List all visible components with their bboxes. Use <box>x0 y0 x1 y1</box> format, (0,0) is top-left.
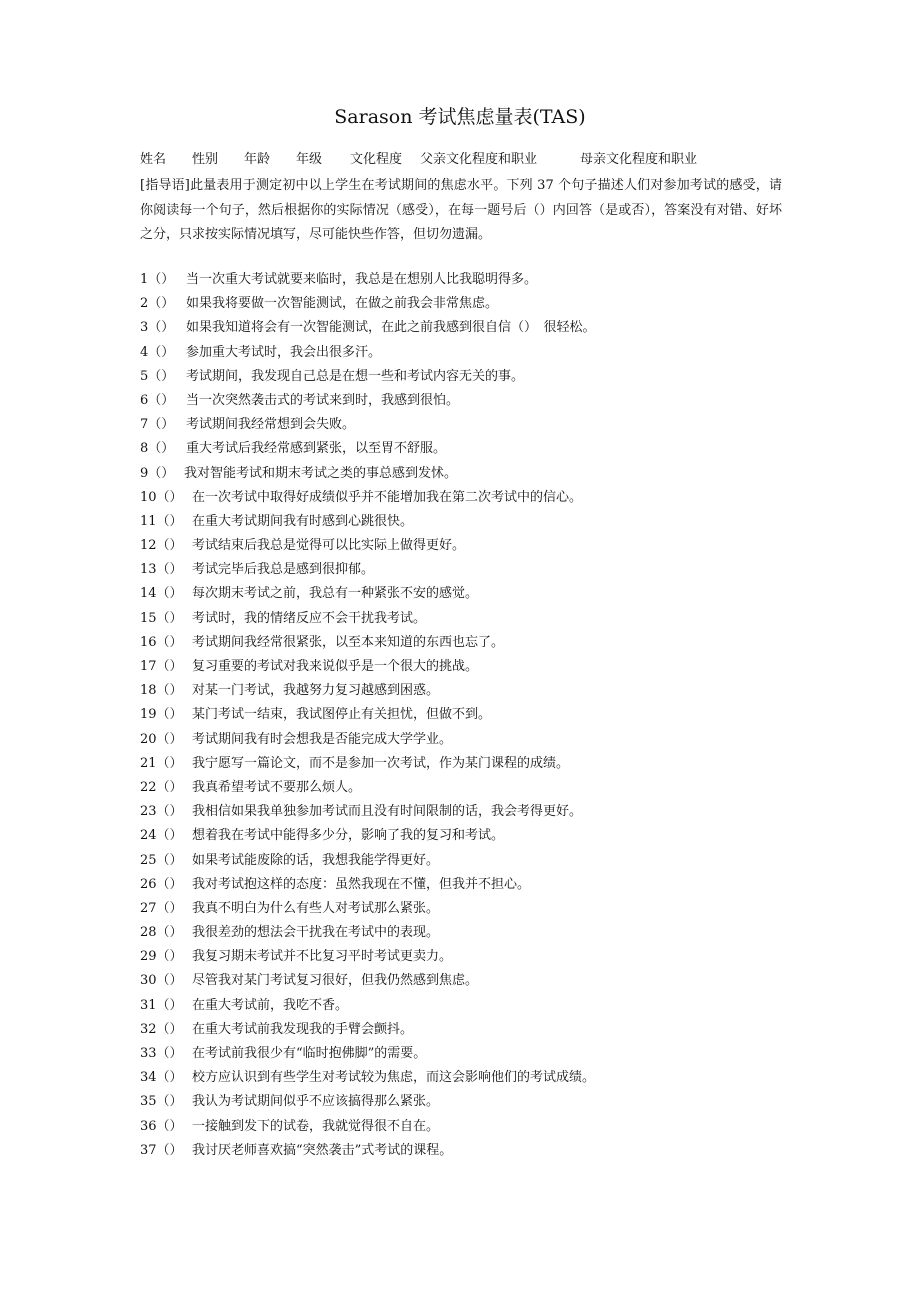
question-text: 我对智能考试和期末考试之类的事总感到发怵。 <box>184 465 458 481</box>
question-number: 9（） <box>140 465 175 481</box>
question-number: 33（） <box>140 1046 183 1061</box>
field-grade: 年级 <box>296 152 323 167</box>
question-text: 考试期间我经常想到会失败。 <box>186 417 356 433</box>
list-item <box>140 1018 800 1042</box>
question-number: 21（） <box>140 755 183 771</box>
list-item <box>140 703 800 727</box>
question-number: 37（） <box>140 1142 183 1158</box>
question-text: 我相信如果我单独参加考试而且没有时间限制的话，我会考得更好。 <box>192 804 583 820</box>
question-text: 我很差劲的想法会干扰我在考试中的表现。 <box>192 925 440 941</box>
question-text: 我对考试抱这样的态度：虽然我现在不懂，但我并不担心。 <box>192 876 531 892</box>
question-text: 我真不明白为什么有些人对考试那么紧张。 <box>192 900 440 916</box>
personal-info-fields <box>140 151 840 169</box>
list-item <box>140 728 800 752</box>
list-item <box>140 365 800 389</box>
document-title: Sarason 考试焦虑量表(TAS) <box>334 106 586 128</box>
question-text: 在一次考试中取得好成绩似乎并不能增加我在第二次考试中的信心。 <box>192 489 583 505</box>
list-item <box>140 1139 800 1163</box>
list-item <box>140 292 800 316</box>
question-number: 27（） <box>140 900 183 916</box>
question-text: 当一次重大考试就要来临时，我总是在想别人比我聪明得多。 <box>186 272 538 287</box>
question-number: 23（） <box>140 804 183 820</box>
list-item <box>140 510 800 534</box>
list-item <box>140 1115 800 1139</box>
list-item <box>140 607 800 631</box>
question-text: 我讨厌老师喜欢搞“突然袭击”式考试的课程。 <box>192 1142 453 1158</box>
list-item <box>140 558 800 582</box>
list-item <box>140 1042 800 1066</box>
question-text: 每次期末考试之前，我总有一种紧张不安的感觉。 <box>192 586 479 602</box>
question-text: 某门考试一结束，我试图停止有关担忧，但做不到。 <box>192 707 492 723</box>
question-text: 考试时，我的情绪反应不会干扰我考试。 <box>192 610 427 626</box>
question-number: 28（） <box>140 925 183 941</box>
list-item <box>140 534 800 558</box>
question-number: 8（） <box>140 441 175 457</box>
question-text: 我认为考试期间似乎不应该搞得那么紧张。 <box>192 1094 440 1110</box>
question-number: 25（） <box>140 852 183 868</box>
list-item <box>140 462 800 486</box>
question-number: 16（） <box>140 634 183 650</box>
list-item <box>140 897 800 921</box>
list-item <box>140 873 800 897</box>
question-text: 如果考试能废除的话，我想我能学得更好。 <box>192 852 440 868</box>
question-number: 17（） <box>140 659 183 674</box>
question-text: 考试期间，我发现自己总是在想一些和考试内容无关的事。 <box>186 368 525 384</box>
list-item <box>140 582 800 606</box>
question-text: 在重大考试期间我有时感到心跳很快。 <box>192 513 414 529</box>
list-item <box>140 921 800 945</box>
question-text: 想着我在考试中能得多少分，影响了我的复习和考试。 <box>192 828 505 844</box>
question-number: 5（） <box>140 368 175 384</box>
list-item <box>140 437 800 461</box>
question-number: 29（） <box>140 949 183 965</box>
list-item <box>140 655 800 679</box>
field-gender: 性别 <box>192 152 219 167</box>
list-item <box>140 486 800 510</box>
list-item <box>140 341 800 365</box>
question-text: 对某一门考试，我越努力复习越感到困惑。 <box>192 683 440 699</box>
list-item <box>140 1066 800 1090</box>
list-item <box>140 268 800 292</box>
question-text: 我宁愿写一篇论文，而不是参加一次考试，作为某门课程的成绩。 <box>192 755 570 771</box>
question-number: 35（） <box>140 1094 183 1110</box>
field-name: 姓名 <box>140 152 167 167</box>
list-item <box>140 631 800 655</box>
field-education: 文化程度 <box>350 152 403 167</box>
list-item <box>140 316 800 340</box>
question-number: 18（） <box>140 683 183 699</box>
question-number: 6（） <box>140 392 175 408</box>
list-item <box>140 800 800 824</box>
question-text: 如果我将要做一次智能测试，在做之前我会非常焦虑。 <box>186 296 499 312</box>
question-number: 19（） <box>140 707 183 723</box>
question-number: 7（） <box>140 417 175 433</box>
question-number: 12（） <box>140 538 183 554</box>
question-number: 4（） <box>140 344 175 360</box>
question-number: 26（） <box>140 876 183 892</box>
question-number: 30（） <box>140 973 183 989</box>
list-item <box>140 1090 800 1114</box>
question-text: 考试结束后我总是觉得可以比实际上做得更好。 <box>192 538 466 554</box>
question-number: 13（） <box>140 562 183 578</box>
list-item <box>140 752 800 776</box>
field-mother-info: 母亲文化程度和职业 <box>580 152 698 167</box>
question-text: 重大考试后我经常感到紧张，以至胃不舒服。 <box>186 441 447 457</box>
question-number: 15（） <box>140 610 183 626</box>
list-item <box>140 679 800 703</box>
question-text: 参加重大考试时，我会出很多汗。 <box>186 344 382 360</box>
question-text: 复习重要的考试对我来说似乎是一个很大的挑战。 <box>192 659 479 674</box>
question-text: 一接触到发下的试卷，我就觉得很不自在。 <box>192 1118 440 1134</box>
instructions-paragraph: [指导语]此量表用于测定初中以上学生在考试期间的焦虑水平。下列 37 个句子描述人们对参加考试的感受，请你阅读每一个句子，然后根据你的实际情况（感受），在每一题号后（）内回答（是或否），答案没有对错、好坏之分，只求按实际情况填写，尽可能快些作答，但切勿遗漏。 <box>140 178 782 242</box>
question-text: 考试期间我经常很紧张，以至本来知道的东西也忘了。 <box>192 634 505 650</box>
question-text: 当一次突然袭击式的考试来到时，我感到很怕。 <box>186 392 460 408</box>
question-text: 如果我知道将会有一次智能测试，在此之前我感到很自信（） 很轻松。 <box>186 320 596 336</box>
question-text: 在重大考试前我发现我的手臂会颤抖。 <box>192 1021 414 1037</box>
question-number: 24（） <box>140 828 183 844</box>
list-item <box>140 969 800 993</box>
question-text: 在重大考试前，我吃不香。 <box>192 997 349 1013</box>
question-number: 32（） <box>140 1021 183 1037</box>
question-list <box>140 268 800 1163</box>
list-item <box>140 413 800 437</box>
question-number: 14（） <box>140 586 183 602</box>
question-text: 我复习期末考试并不比复习平时考试更卖力。 <box>192 949 453 965</box>
question-text: 考试完毕后我总是感到很抑郁。 <box>192 562 375 578</box>
question-number: 36（） <box>140 1118 183 1134</box>
question-number: 34（） <box>140 1070 183 1086</box>
list-item <box>140 824 800 848</box>
question-text: 校方应认识到有些学生对考试较为焦虑，而这会影响他们的考试成绩。 <box>192 1070 596 1086</box>
question-number: 11（） <box>140 513 183 529</box>
question-number: 1（） <box>140 272 175 287</box>
question-text: 考试期间我有时会想我是否能完成大学学业。 <box>192 731 453 747</box>
list-item <box>140 389 800 413</box>
question-text: 我真希望考试不要那么烦人。 <box>192 779 362 795</box>
field-father-info: 父亲文化程度和职业 <box>420 152 538 167</box>
question-number: 3（） <box>140 320 175 336</box>
question-number: 10（） <box>140 489 183 505</box>
list-item <box>140 994 800 1018</box>
question-text: 尽管我对某门考试复习很好，但我仍然感到焦虑。 <box>192 973 479 989</box>
list-item <box>140 849 800 873</box>
list-item <box>140 776 800 800</box>
question-number: 20（） <box>140 731 183 747</box>
list-item <box>140 945 800 969</box>
question-number: 22（） <box>140 779 183 795</box>
question-text: 在考试前我很少有“临时抱佛脚”的需要。 <box>192 1046 427 1061</box>
field-age: 年龄 <box>244 152 271 167</box>
question-number: 31（） <box>140 997 183 1013</box>
question-number: 2（） <box>140 296 175 312</box>
